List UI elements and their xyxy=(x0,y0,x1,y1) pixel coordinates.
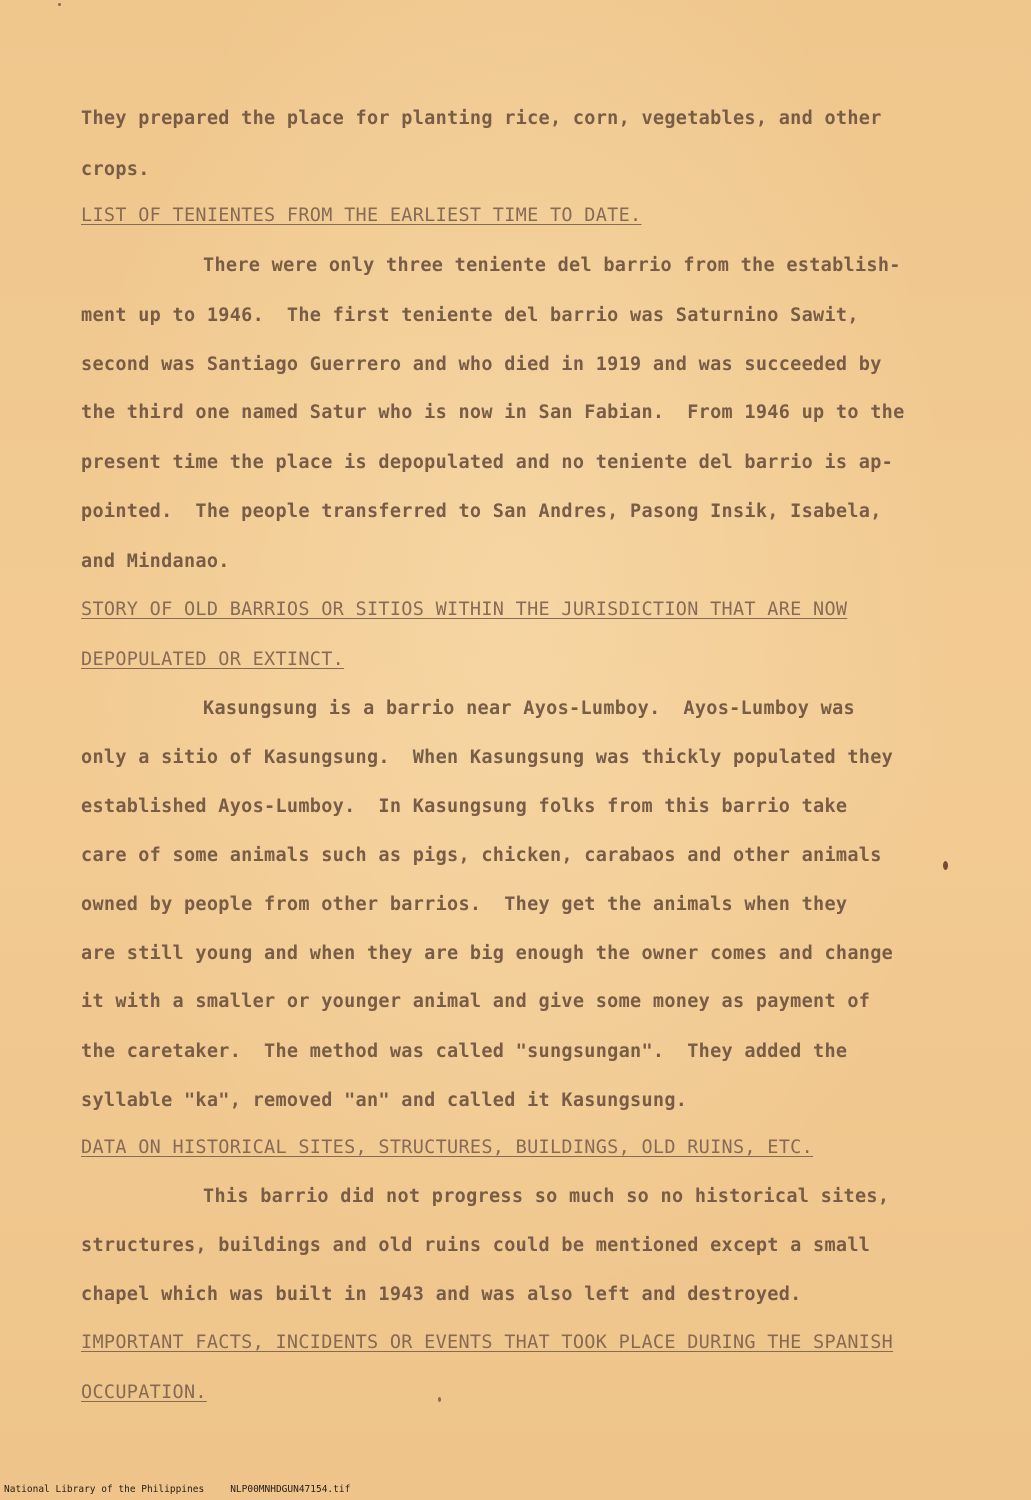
body-line-3: There were only three teniente del barrio from the establish- xyxy=(203,255,901,276)
body-line-15: are still young and when they are big enough the owner comes and change xyxy=(81,943,894,964)
heading-spanish-occupation-line-2: OCCUPATION. xyxy=(81,1382,207,1403)
body-line-4: ment up to 1946. The first teniente del barrio was Saturnino Sawit, xyxy=(81,305,859,326)
body-line-11: only a sitio of Kasungsung. When Kasungsung was thickly populated they xyxy=(81,747,894,768)
body-line-17: the caretaker. The method was called "sungsungan". They added the xyxy=(81,1041,848,1062)
body-line-8: pointed. The people transferred to San Andres, Pasong Insik, Isabela, xyxy=(81,501,882,522)
footer-library-name: National Library of the Philippines xyxy=(4,1484,205,1495)
body-line-1: They prepared the place for planting rice, corn, vegetables, and other xyxy=(81,108,882,129)
body-line-14: owned by people from other barrios. They get the animals when they xyxy=(81,894,848,915)
scan-footer xyxy=(4,1484,376,1496)
body-line-6: the third one named Satur who is now in San Fabian. From 1946 up to the xyxy=(81,402,905,423)
footer-filename: NLP00MNHDGUN47154.tif xyxy=(230,1484,351,1495)
body-line-10: Kasungsung is a barrio near Ayos-Lumboy. Ayos-Lumboy was xyxy=(203,698,855,719)
body-line-7: present time the place is depopulated and no teniente del barrio is ap- xyxy=(81,452,894,473)
ink-speck xyxy=(58,3,61,6)
body-line-2: crops. xyxy=(81,159,150,180)
body-line-16: it with a smaller or younger animal and give some money as payment of xyxy=(81,991,871,1012)
heading-story-of-old-barrios-line-2: DEPOPULATED OR EXTINCT. xyxy=(81,649,345,670)
heading-historical-sites: DATA ON HISTORICAL SITES, STRUCTURES, BUILDINGS, OLD RUINS, ETC. xyxy=(81,1137,814,1158)
body-line-18: syllable "ka", removed "an" and called it Kasungsung. xyxy=(81,1090,688,1111)
heading-story-of-old-barrios-line-1: STORY OF OLD BARRIOS OR SITIOS WITHIN THE JURISDICTION THAT ARE NOW xyxy=(81,599,848,620)
body-line-20: structures, buildings and old ruins could be mentioned except a small xyxy=(81,1235,871,1256)
body-line-12: established Ayos-Lumboy. In Kasungsung folks from this barrio take xyxy=(81,796,848,817)
body-line-19: This barrio did not progress so much so no historical sites, xyxy=(203,1186,890,1207)
body-line-13: care of some animals such as pigs, chicken, carabaos and other animals xyxy=(81,845,882,866)
body-line-5: second was Santiago Guerrero and who died in 1919 and was succeeded by xyxy=(81,354,882,375)
body-line-21: chapel which was built in 1943 and was also left and destroyed. xyxy=(81,1284,802,1305)
heading-spanish-occupation-line-1: IMPORTANT FACTS, INCIDENTS OR EVENTS THAT TOOK PLACE DURING THE SPANISH xyxy=(81,1332,894,1353)
ink-speck xyxy=(438,1397,441,1402)
heading-list-of-tenientes: LIST OF TENIENTES FROM THE EARLIEST TIME TO DATE. xyxy=(81,205,642,226)
ink-speck xyxy=(943,861,948,870)
body-line-9: and Mindanao. xyxy=(81,551,230,572)
